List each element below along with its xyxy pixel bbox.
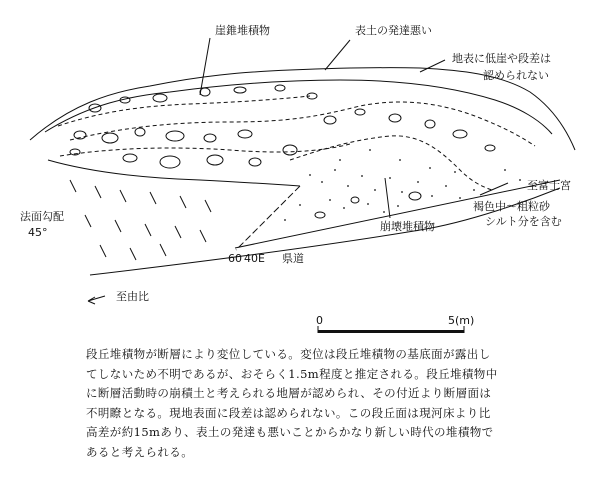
sediment-label-2: シルト分を含む <box>485 215 562 228</box>
collapse-deposit-label: 崩壊堆積物 <box>380 220 435 233</box>
caption-line: 不明瞭となる。現地表面に段差は認められない。この段丘面は現河床より比 <box>86 405 491 420</box>
slope-hatching <box>70 180 211 260</box>
arrow-icons <box>88 296 105 304</box>
talus-boundary <box>58 96 310 126</box>
road-label: 県道 <box>282 252 304 265</box>
caption-line: に断層活動時の崩積土と考えられる地層が認められ、その付近より断層面は <box>86 386 492 401</box>
topsoil-base-line <box>45 80 552 134</box>
caption-line: てしないため不明であるが、おそらく1.5m程度と推定される。段丘堆積物中 <box>86 366 498 381</box>
caption-line: 高差が約15mあり、表土の発達も悪いことからかなり新しい時代の堆積物で <box>86 425 494 440</box>
slope-angle: 45° <box>28 226 48 239</box>
scale-bar <box>316 314 474 333</box>
road-edge-line <box>235 180 560 248</box>
scale-bar-rect <box>318 330 464 333</box>
caption <box>86 345 546 463</box>
fault-line <box>236 186 300 250</box>
scale-zero-label: 0 <box>316 314 323 327</box>
to-fujinomiya-label: 至富士宮 <box>527 179 571 192</box>
sediment-label-1: 褐色中～粗粒砂 <box>473 200 550 213</box>
to-yui-label: 至由比 <box>116 290 149 303</box>
collapse-boundary <box>290 136 492 190</box>
gravel-base-line <box>48 160 300 186</box>
caption-line: 段丘堆積物が断層により変位している。変位は段丘堆積物の基底面が露出し <box>86 347 491 361</box>
topsoil-label: 表土の発達悪い <box>355 24 432 37</box>
layer-boundary-upper <box>70 102 535 146</box>
surface-label-2: 認められない <box>483 69 549 82</box>
surface-label-1: 地表に低崖や段差は <box>452 52 551 65</box>
leader-lines <box>200 38 508 218</box>
fault-strike-label: 60 <box>228 252 242 265</box>
caption-line: あると考えられる。 <box>86 444 194 459</box>
gravel-clasts <box>70 85 495 218</box>
talus-label: 崖錐堆積物 <box>215 24 270 37</box>
fault-dip-label: 40E <box>244 252 265 265</box>
slope-label: 法面勾配 <box>20 210 64 223</box>
scale-max-label: 5(m) <box>448 314 475 327</box>
